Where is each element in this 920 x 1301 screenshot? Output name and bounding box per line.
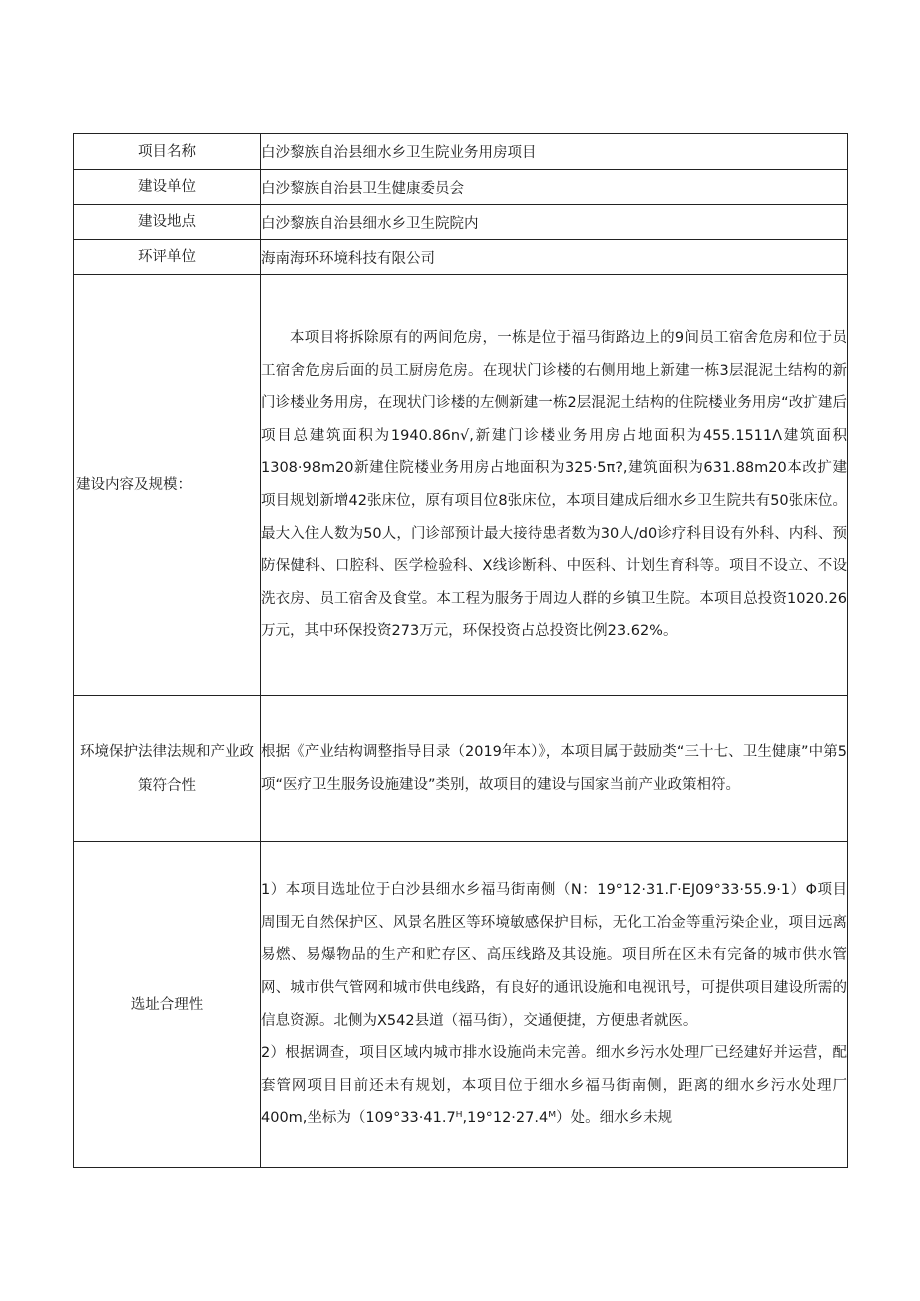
row-eia-unit [74, 240, 848, 275]
row-site [74, 842, 848, 1168]
location-value: 白沙黎族自治县细水乡卫生院院内 [261, 205, 848, 240]
eia-unit-value: 海南海环环境科技有限公司 [261, 240, 848, 275]
site-paragraph-2: 2）根据调查，项目区域内城市排水设施尚未完善。细水乡污水处理厂已经建好并运营，配套管网项目目前还未有规划，本项目位于细水乡福马街南侧，距离的细水乡污水处理厂400m,坐标为（109°33·41.7ᴴ,19°12·27.4ᴹ）处。细水乡未规 [261, 1045, 847, 1127]
policy-label-line2: 策符合性 [138, 777, 196, 794]
policy-label-line1: 环境保护法律法规和产业政 [80, 743, 254, 760]
builder-label: 建设单位 [74, 170, 261, 205]
row-policy [74, 696, 848, 842]
project-name-label: 项目名称 [74, 134, 261, 170]
scope-cell [261, 275, 848, 696]
site-paragraph-1: 1）本项目选址位于白沙县细水乡福马街南侧（N：19°12·31.Γ·EJ09°33·55.9·1）Φ项目周围无自然保护区、风景名胜区等环境敏感保护目标，无化工冶金等重污染企业，项目远离易燃、易爆物品的生产和贮存区、高压线路及其设施。项目所在区未有完备的城市供水管网、城市供气管网和城市供电线路，有良好的通讯设施和电视讯号，可提供项目建设所需的信息资源。北侧为X542县道（福马街），交通便捷，方便患者就医。 [261, 882, 847, 1029]
policy-cell [261, 696, 848, 842]
project-info-table [73, 133, 848, 1168]
row-project-name [74, 134, 848, 170]
site-cell [261, 842, 848, 1168]
eia-unit-label: 环评单位 [74, 240, 261, 275]
row-location [74, 205, 848, 240]
policy-paragraph: 根据《产业结构调整指导目录（2019年本）》，本项目属于鼓励类“三十七、卫生健康”中第5项“医疗卫生服务设施建设”类别，故项目的建设与国家当前产业政策相符。 [261, 743, 847, 793]
scope-label: 建设内容及规模： [74, 275, 261, 696]
scope-paragraph: 本项目将拆除原有的两间危房，一栋是位于福马街路边上的9间员工宿舍危房和位于员工宿舍危房后面的员工厨房危房。在现状门诊楼的右侧用地上新建一栋3层混泥土结构的新门诊楼业务用房，在现状门诊楼的左侧新建一栋2层混泥土结构的住院楼业务用房“改扩建后项目总建筑面积为1940.86n√,新建门诊楼业务用房占地面积为455.1511Λ建筑面积1308·98m20新建住院楼业务用房占地面积为325·5π?,建筑面积为631.88m20本改扩建项目规划新增42张床位，原有项目位8张床位，本项目建成后细水乡卫生院共有50张床位。最大入住人数为50人，门诊部预计最大接待患者数为30人/d0诊疗科目设有外科、内科、预防保健科、口腔科、医学检验科、X线诊断科、中医科、计划生育科等。项目不设立、不设洗衣房、员工宿舍及食堂。本工程为服务于周边人群的乡镇卫生院。本项目总投资1020.26万元，其中环保投资273万元，环保投资占总投资比例23.62%。 [261, 330, 847, 640]
builder-value: 白沙黎族自治县卫生健康委员会 [261, 170, 848, 205]
policy-label [74, 696, 261, 842]
location-label: 建设地点 [74, 205, 261, 240]
row-builder [74, 170, 848, 205]
row-scope [74, 275, 848, 696]
site-label: 选址合理性 [74, 842, 261, 1168]
project-name-value: 白沙黎族自治县细水乡卫生院业务用房项目 [261, 134, 848, 170]
